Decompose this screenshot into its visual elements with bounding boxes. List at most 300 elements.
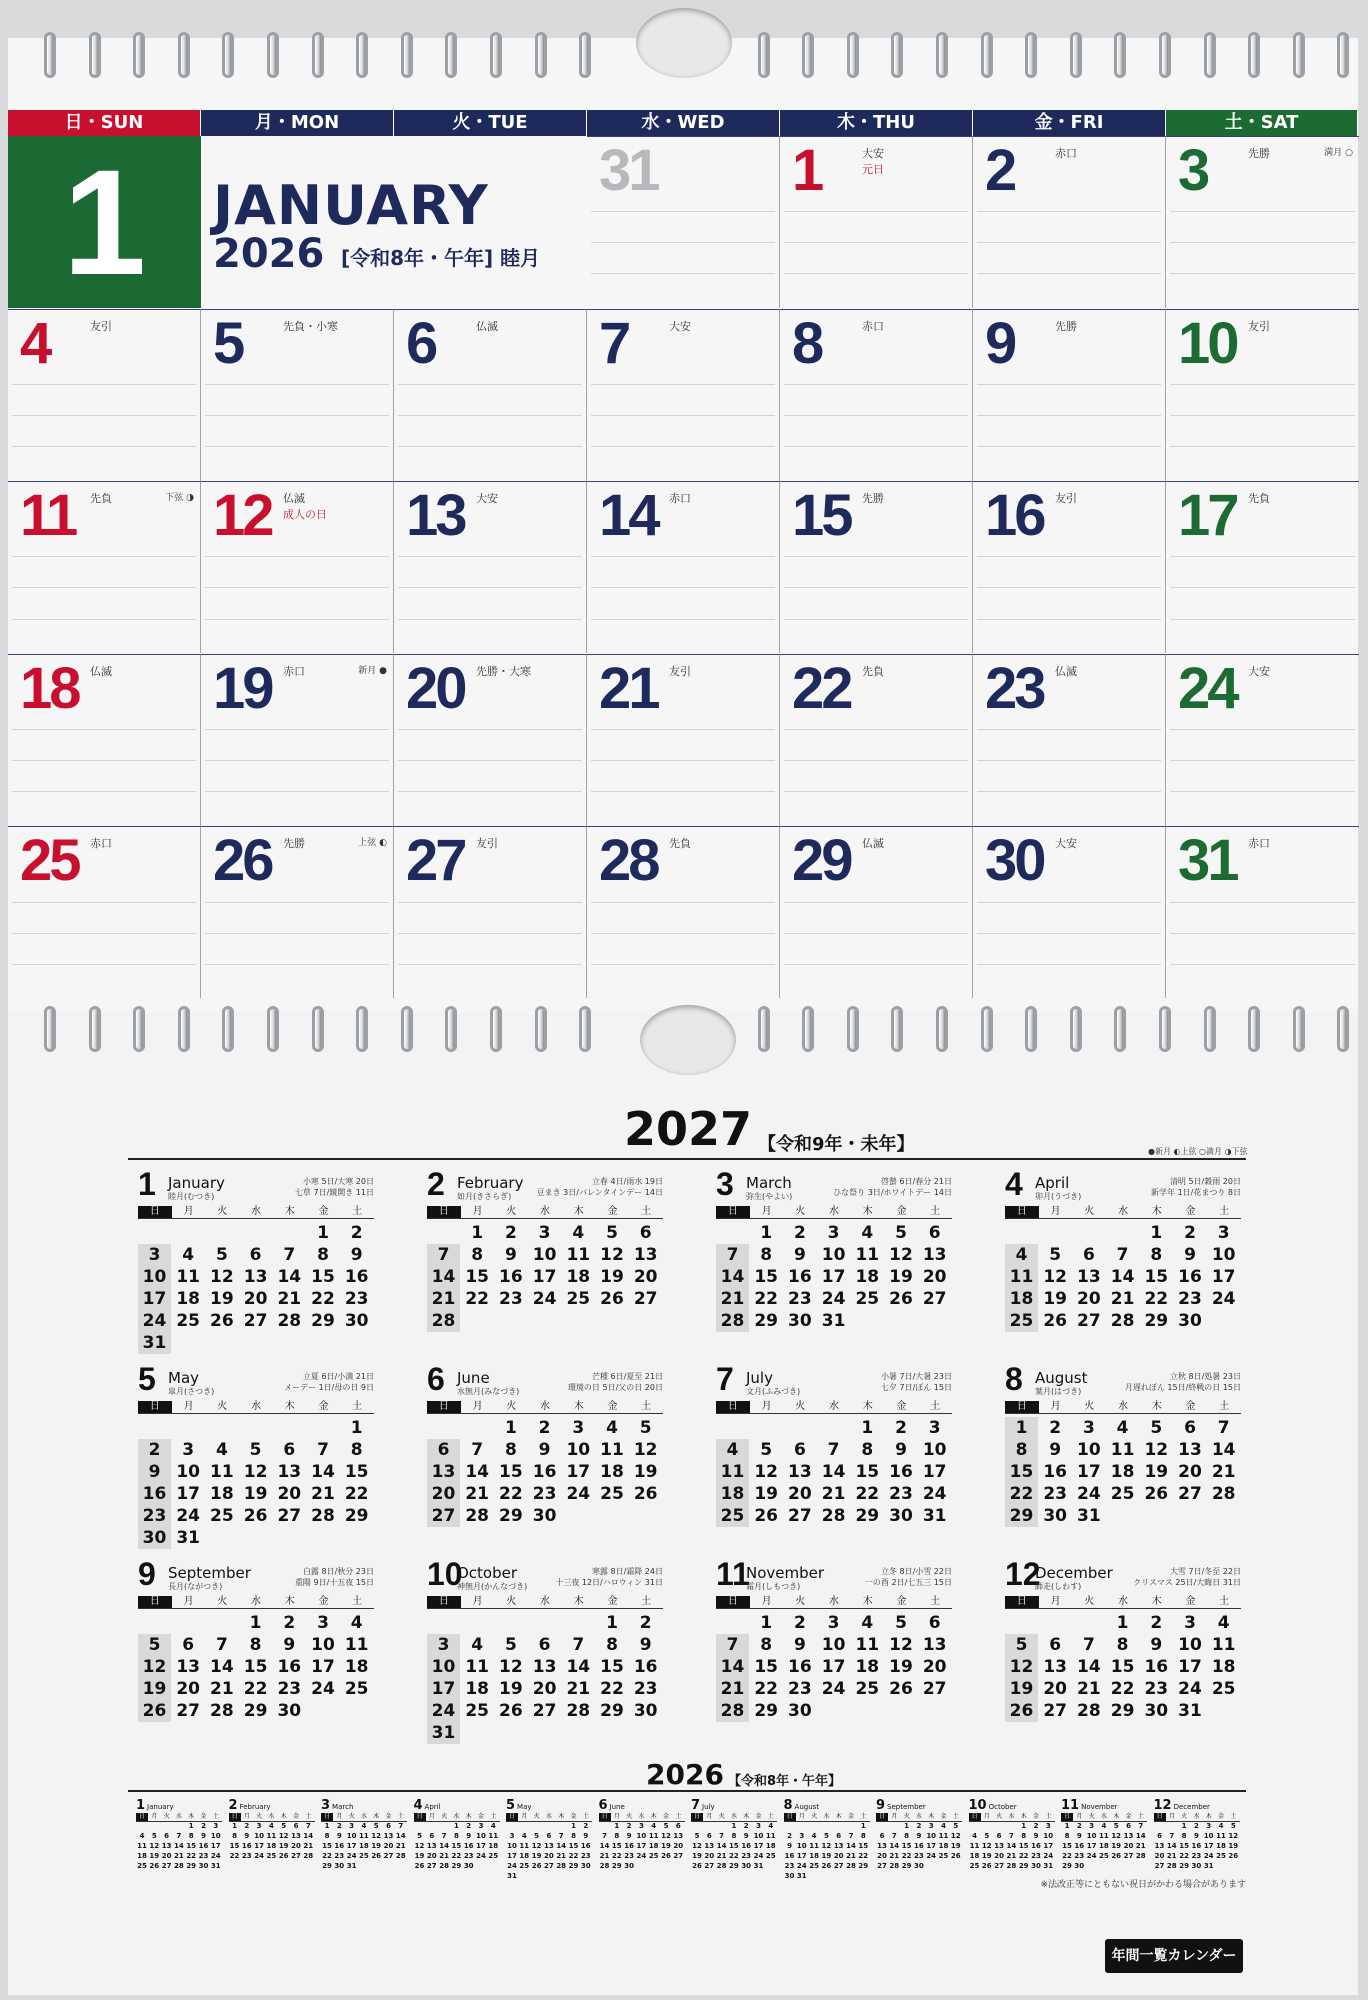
strip-day: 22 (611, 1852, 622, 1860)
strip-day: 19 (1111, 1842, 1122, 1850)
mini-month-number: 5 (138, 1361, 156, 1397)
writing-line (205, 556, 389, 557)
mini-month-number: 12 (1005, 1556, 1041, 1592)
mini-day: 11 (344, 1635, 369, 1655)
mini-day: 21 (427, 1288, 460, 1310)
mini-month-name: October (457, 1564, 518, 1582)
note-line: 月遅れぼん 15日/終戦の日 15日 (1124, 1383, 1241, 1392)
mini-weekday: 木 (862, 1401, 873, 1412)
strip-day: 11 (765, 1832, 776, 1840)
mini-day: 3 (138, 1244, 171, 1266)
binding-ring (847, 32, 859, 78)
mini-day: 2 (793, 1223, 806, 1243)
strip-weekday: 水 (1193, 1813, 1200, 1820)
writing-line (591, 729, 775, 730)
mini-day: 26 (889, 1679, 913, 1699)
strip-weekday: 月 (1076, 1813, 1083, 1820)
strip-day: 1 (232, 1822, 237, 1830)
mini-day: 21 (1211, 1462, 1236, 1482)
strip-day: 16 (1191, 1842, 1202, 1850)
strip-day: 12 (661, 1832, 671, 1840)
binding-ring (936, 32, 948, 78)
strip-day: 14 (1006, 1842, 1017, 1850)
strip-day: 26 (661, 1852, 671, 1860)
strip-days (599, 1822, 685, 1884)
strip-weekday: 木 (835, 1813, 842, 1820)
writing-line (784, 729, 968, 730)
writing-line (977, 619, 1161, 620)
mini-day: 28 (1211, 1484, 1236, 1504)
strip-day: 19 (531, 1852, 542, 1860)
mini-day: 4 (1217, 1613, 1230, 1633)
strip-weekday: 土 (675, 1813, 682, 1820)
mini-day: 2 (283, 1613, 296, 1633)
mini-day: 31 (427, 1722, 460, 1744)
strip-day: 30 (1074, 1862, 1085, 1870)
strip-day: 26 (1228, 1852, 1239, 1860)
mini-day: 10 (138, 1266, 171, 1288)
strip-day: 7 (176, 1832, 182, 1840)
mini-day: 24 (138, 1310, 171, 1332)
mini-day: 3 (182, 1440, 195, 1460)
strip-day: 6 (675, 1822, 681, 1830)
rokuyo-label: 先勝 (283, 837, 305, 851)
mini-day: 23 (889, 1484, 913, 1504)
binding-ring (1025, 1006, 1037, 1052)
strip-weekday: 金 (1125, 1813, 1132, 1820)
writing-line (977, 384, 1161, 385)
strip-day: 1 (1021, 1822, 1027, 1830)
strip-day: 17 (926, 1842, 937, 1850)
strip-weekday-row (691, 1813, 777, 1822)
strip-day: 2 (466, 1822, 472, 1830)
mini-day: 26 (243, 1506, 268, 1526)
strip-day: 24 (1043, 1852, 1054, 1860)
mini-day: 25 (716, 1505, 749, 1527)
strip-day: 8 (453, 1832, 459, 1840)
writing-line (205, 619, 389, 620)
mini-weekday: 土 (930, 1206, 941, 1217)
mini-weekday: 金 (896, 1596, 907, 1607)
mini-day: 28 (716, 1700, 749, 1722)
mini-day: 31 (922, 1506, 947, 1526)
writing-line (398, 933, 582, 934)
day-number: 13 (406, 483, 465, 549)
mini-weekday: 土 (352, 1596, 363, 1607)
strip-day: 7 (602, 1832, 607, 1840)
strip-day: 13 (426, 1842, 437, 1850)
mini-day: 31 (821, 1311, 846, 1331)
strip-day: 20 (1123, 1842, 1134, 1850)
strip-day: 6 (706, 1832, 712, 1840)
writing-line (398, 791, 582, 792)
strip-day: 10 (1086, 1832, 1097, 1840)
mini-day: 29 (311, 1311, 335, 1331)
strip-month-3 (321, 1794, 407, 1884)
strip-weekday: 金 (848, 1813, 855, 1820)
strip-day: 19 (278, 1842, 289, 1850)
strip-month-number: 9 (876, 1798, 886, 1813)
mini-day: 15 (344, 1462, 369, 1482)
mini-day: 15 (1005, 1461, 1038, 1483)
writing-line (12, 384, 196, 385)
strip-weekday: 火 (626, 1813, 633, 1820)
binding-ring (1337, 1006, 1349, 1052)
mini-day: 2 (538, 1418, 551, 1438)
binding-ring (490, 32, 502, 78)
strip-day: 29 (901, 1862, 912, 1870)
mini-weekday-row (427, 1206, 663, 1219)
strip-day: 16 (580, 1842, 591, 1850)
mini-day: 27 (176, 1701, 201, 1721)
strip-day: 7 (891, 1832, 897, 1840)
writing-line (977, 729, 1161, 730)
mini-weekday: 月 (1050, 1206, 1061, 1217)
day-cell (587, 481, 780, 653)
binding-ring (356, 32, 368, 78)
day-cell (780, 136, 973, 308)
rokuyo-label: 友引 (1055, 492, 1077, 506)
mini-weekday: 金 (318, 1596, 329, 1607)
day-number: 19 (213, 655, 272, 721)
mini-weekday: 水 (1118, 1206, 1129, 1217)
mini-month-jp: 如月(きさらぎ) (457, 1192, 512, 1201)
writing-line (977, 964, 1161, 965)
writing-line (784, 791, 968, 792)
note-line: 十三夜 12日/ハロウィン 31日 (555, 1578, 663, 1587)
day-number: 8 (792, 310, 822, 376)
mini-day: 28 (1077, 1701, 1101, 1721)
mini-day: 27 (1178, 1484, 1202, 1504)
strip-month-number: 7 (691, 1798, 701, 1813)
mini-day: 29 (499, 1506, 523, 1526)
mini-day: 14 (821, 1462, 846, 1482)
mini-day: 7 (471, 1440, 484, 1460)
mini-day: 17 (1077, 1462, 1101, 1482)
strip-weekday: 水 (915, 1813, 922, 1820)
writing-line (205, 729, 389, 730)
strip-day: 7 (558, 1832, 564, 1840)
strip-day: 14 (174, 1842, 184, 1850)
mini-weekday: 水 (251, 1596, 262, 1607)
mini-day: 6 (1049, 1635, 1062, 1655)
mini-day: 18 (176, 1289, 201, 1309)
year-2026-title: 2026 (646, 1758, 724, 1791)
yearly-calendar-tab[interactable]: 年間一覧カレンダー (1105, 1939, 1243, 1973)
mini-month-number: 1 (138, 1166, 156, 1202)
strip-day: 21 (395, 1842, 406, 1850)
binding-ring (312, 1006, 324, 1052)
rokuyo-label: 友引 (1248, 319, 1270, 333)
binding-ring (133, 1006, 145, 1052)
note-line: 大雪 7日/冬至 22日 (1169, 1567, 1241, 1576)
mini-day: 2 (639, 1613, 652, 1633)
strip-day: 25 (765, 1852, 776, 1860)
mini-day: 30 (277, 1701, 302, 1721)
day-number: 2 (985, 138, 1015, 203)
strip-weekday: 木 (373, 1813, 380, 1820)
note-line: 重陽 9日/十五夜 15日 (294, 1578, 374, 1587)
strip-day: 30 (784, 1872, 795, 1880)
strip-month-number: 12 (1153, 1798, 1172, 1813)
mini-day: 27 (922, 1289, 947, 1309)
mini-day: 26 (138, 1700, 171, 1722)
mini-weekday: 水 (540, 1596, 551, 1607)
mini-day: 28 (566, 1701, 591, 1721)
mini-day: 1 (861, 1418, 874, 1438)
strip-weekday: 金 (755, 1813, 762, 1820)
mini-day: 16 (344, 1267, 369, 1287)
mini-day: 25 (344, 1679, 369, 1699)
strip-day: 26 (278, 1852, 289, 1860)
mini-day: 25 (600, 1484, 624, 1504)
mini-day: 15 (243, 1657, 268, 1677)
mini-day: 3 (538, 1223, 551, 1243)
strip-day: 31 (753, 1862, 764, 1870)
mini-day: 24 (821, 1679, 846, 1699)
day-cell (8, 481, 201, 653)
strip-day: 16 (624, 1842, 634, 1850)
strip-day: 7 (441, 1832, 447, 1840)
mini-day: 21 (277, 1289, 302, 1309)
mini-day: 29 (600, 1701, 624, 1721)
writing-line (205, 446, 389, 447)
strip-day: 16 (241, 1842, 252, 1850)
mini-weekday: 土 (1219, 1206, 1230, 1217)
strip-days (1061, 1822, 1147, 1884)
strip-weekday: 日 (229, 1813, 241, 1821)
strip-day: 12 (981, 1842, 992, 1850)
mini-day: 19 (889, 1267, 913, 1287)
strip-day: 27 (877, 1862, 887, 1870)
mini-day: 20 (532, 1679, 557, 1699)
writing-line (591, 556, 775, 557)
holiday-label: 元日 (862, 163, 884, 176)
strip-days (506, 1822, 592, 1884)
strip-day: 6 (429, 1832, 435, 1840)
strip-day: 1 (571, 1822, 576, 1830)
mini-weekday: 日 (138, 1206, 172, 1218)
mini-day: 17 (1178, 1657, 1202, 1677)
strip-day: 15 (229, 1842, 240, 1850)
strip-day: 28 (1166, 1862, 1177, 1870)
mini-day: 14 (1110, 1267, 1135, 1287)
strip-weekday: 水 (823, 1813, 830, 1820)
strip-day: 27 (673, 1852, 684, 1860)
mini-day: 22 (600, 1679, 624, 1699)
strip-day: 26 (692, 1862, 702, 1870)
mini-day: 14 (210, 1657, 234, 1677)
mini-day: 19 (1005, 1678, 1038, 1700)
rokuyo-label: 大安 (1248, 664, 1270, 678)
mini-day: 6 (427, 1439, 460, 1461)
day-cell (201, 481, 394, 653)
day-number: 27 (406, 828, 465, 894)
strip-days (414, 1822, 500, 1884)
strip-day: 12 (278, 1832, 289, 1840)
mini-day: 14 (716, 1656, 749, 1678)
strip-day: 6 (836, 1832, 842, 1840)
strip-day: 14 (889, 1842, 900, 1850)
strip-day: 2 (626, 1822, 632, 1830)
strip-day: 14 (846, 1842, 856, 1850)
strip-weekday: 水 (1008, 1813, 1015, 1820)
writing-line (12, 933, 196, 934)
strip-day: 23 (1031, 1852, 1041, 1860)
mini-month-jp: 神無月(かんなづき) (457, 1582, 528, 1591)
mini-day: 24 (427, 1700, 460, 1722)
mini-day: 1 (471, 1223, 484, 1243)
strip-day: 19 (950, 1842, 961, 1850)
weekday-5: 金・FRI (973, 110, 1166, 136)
strip-day: 19 (414, 1852, 425, 1860)
strip-day: 13 (161, 1842, 172, 1850)
mini-month-jp: 水無月(みなづき) (457, 1387, 520, 1396)
weekday-3: 水・WED (587, 110, 780, 136)
mini-day: 5 (1049, 1245, 1062, 1265)
binding-ring (891, 32, 903, 78)
strip-day: 19 (661, 1842, 671, 1850)
mini-day: 17 (821, 1267, 846, 1287)
writing-line (398, 619, 582, 620)
strip-day: 13 (673, 1832, 684, 1840)
strip-weekday: 水 (730, 1813, 737, 1820)
mini-day: 24 (176, 1506, 201, 1526)
strip-weekday: 木 (465, 1813, 472, 1820)
strip-weekday: 土 (397, 1813, 404, 1820)
strip-day: 2 (787, 1832, 792, 1840)
mini-month-name: November (746, 1564, 825, 1582)
mini-day: 13 (1178, 1440, 1202, 1460)
mini-day: 19 (1043, 1289, 1068, 1309)
strip-days (229, 1822, 315, 1884)
strip-day: 20 (291, 1842, 301, 1850)
mini-day: 5 (1005, 1634, 1038, 1656)
day-number: 24 (1178, 655, 1237, 721)
mini-month-name: June (457, 1369, 490, 1387)
mini-day: 24 (1077, 1484, 1101, 1504)
strip-day: 10 (254, 1832, 264, 1840)
strip-day: 27 (1123, 1852, 1134, 1860)
mini-day: 26 (889, 1289, 913, 1309)
mini-day: 11 (465, 1657, 490, 1677)
mini-day: 15 (1110, 1657, 1135, 1677)
mini-day: 8 (504, 1440, 517, 1460)
strip-weekday-row (229, 1813, 315, 1822)
mini-weekday: 日 (1005, 1596, 1039, 1608)
strip-day: 15 (186, 1842, 197, 1850)
mini-day: 16 (1144, 1657, 1169, 1677)
strip-month-head (784, 1794, 870, 1813)
mini-day: 8 (1005, 1439, 1038, 1461)
mini-day: 19 (210, 1289, 234, 1309)
mini-day: 25 (1110, 1484, 1135, 1504)
mini-day: 25 (855, 1679, 880, 1699)
strip-day: 3 (1089, 1822, 1095, 1830)
mini-day: 31 (1178, 1701, 1202, 1721)
strip-day: 21 (1166, 1852, 1177, 1860)
strip-day: 10 (476, 1832, 486, 1840)
strip-day: 14 (556, 1842, 567, 1850)
day-cell (201, 654, 394, 826)
strip-day: 21 (599, 1852, 610, 1860)
writing-line (591, 791, 775, 792)
day-number: 25 (20, 828, 79, 894)
mini-day: 7 (827, 1440, 840, 1460)
day-cell (201, 309, 394, 481)
writing-line (1170, 446, 1355, 447)
mini-day: 15 (465, 1267, 490, 1287)
mini-day: 1 (249, 1613, 262, 1633)
binding-ring (1248, 32, 1260, 78)
mini-day: 13 (633, 1245, 658, 1265)
mini-weekday: 金 (1185, 1206, 1196, 1217)
strip-weekday: 月 (983, 1813, 990, 1820)
mini-day: 6 (639, 1223, 652, 1243)
mini-day: 16 (788, 1267, 812, 1287)
strip-weekday: 日 (691, 1813, 703, 1821)
rokuyo-label: 大安 (476, 492, 498, 506)
writing-line (1170, 273, 1355, 274)
strip-weekday-row (506, 1813, 592, 1822)
strip-weekday: 月 (798, 1813, 805, 1820)
mini-day: 2 (1184, 1223, 1196, 1243)
writing-line (591, 933, 775, 934)
mini-day: 18 (566, 1267, 591, 1287)
mini-day: 30 (344, 1311, 369, 1331)
binding-ring (758, 32, 770, 78)
mini-month-jp: 文月(ふみづき) (746, 1387, 801, 1396)
strip-day: 26 (1111, 1852, 1122, 1860)
day-number: 22 (792, 655, 851, 721)
strip-day: 6 (879, 1832, 885, 1840)
strip-day: 2 (1193, 1822, 1199, 1830)
strip-day: 28 (1135, 1852, 1146, 1860)
strip-month-name: February (239, 1803, 271, 1811)
strip-day: 29 (1062, 1862, 1072, 1870)
year-label: 2026 (213, 231, 325, 277)
binding-ring (267, 1006, 279, 1052)
mini-day: 9 (1150, 1635, 1163, 1655)
strip-day: 15 (901, 1842, 912, 1850)
strip-weekday: 土 (952, 1813, 959, 1820)
binding-ring (1248, 1006, 1260, 1052)
mini-day: 19 (499, 1679, 523, 1699)
binding-ring (401, 1006, 413, 1052)
mini-day: 10 (1178, 1635, 1202, 1655)
strip-weekday: 火 (163, 1813, 170, 1820)
mini-day: 23 (788, 1679, 812, 1699)
strip-weekday: 水 (175, 1813, 182, 1820)
mini-day: 20 (427, 1483, 460, 1505)
strip-day: 18 (765, 1842, 776, 1850)
mini-day: 30 (1178, 1311, 1202, 1331)
mini-day: 11 (1110, 1440, 1135, 1460)
mini-month-notes (1133, 1566, 1241, 1588)
strip-day: 26 (371, 1852, 382, 1860)
strip-month-number: 6 (598, 1798, 608, 1813)
strip-weekday: 日 (599, 1813, 611, 1821)
strip-weekday: 木 (1205, 1813, 1212, 1820)
mini-day: 16 (138, 1483, 171, 1505)
strip-weekday: 金 (570, 1813, 577, 1820)
mini-day: 5 (639, 1418, 652, 1438)
strip-day: 20 (383, 1842, 394, 1850)
mini-weekday: 日 (427, 1401, 461, 1413)
mini-weekday: 水 (540, 1206, 551, 1217)
mini-day: 8 (317, 1245, 329, 1265)
strip-day: 30 (624, 1862, 634, 1870)
